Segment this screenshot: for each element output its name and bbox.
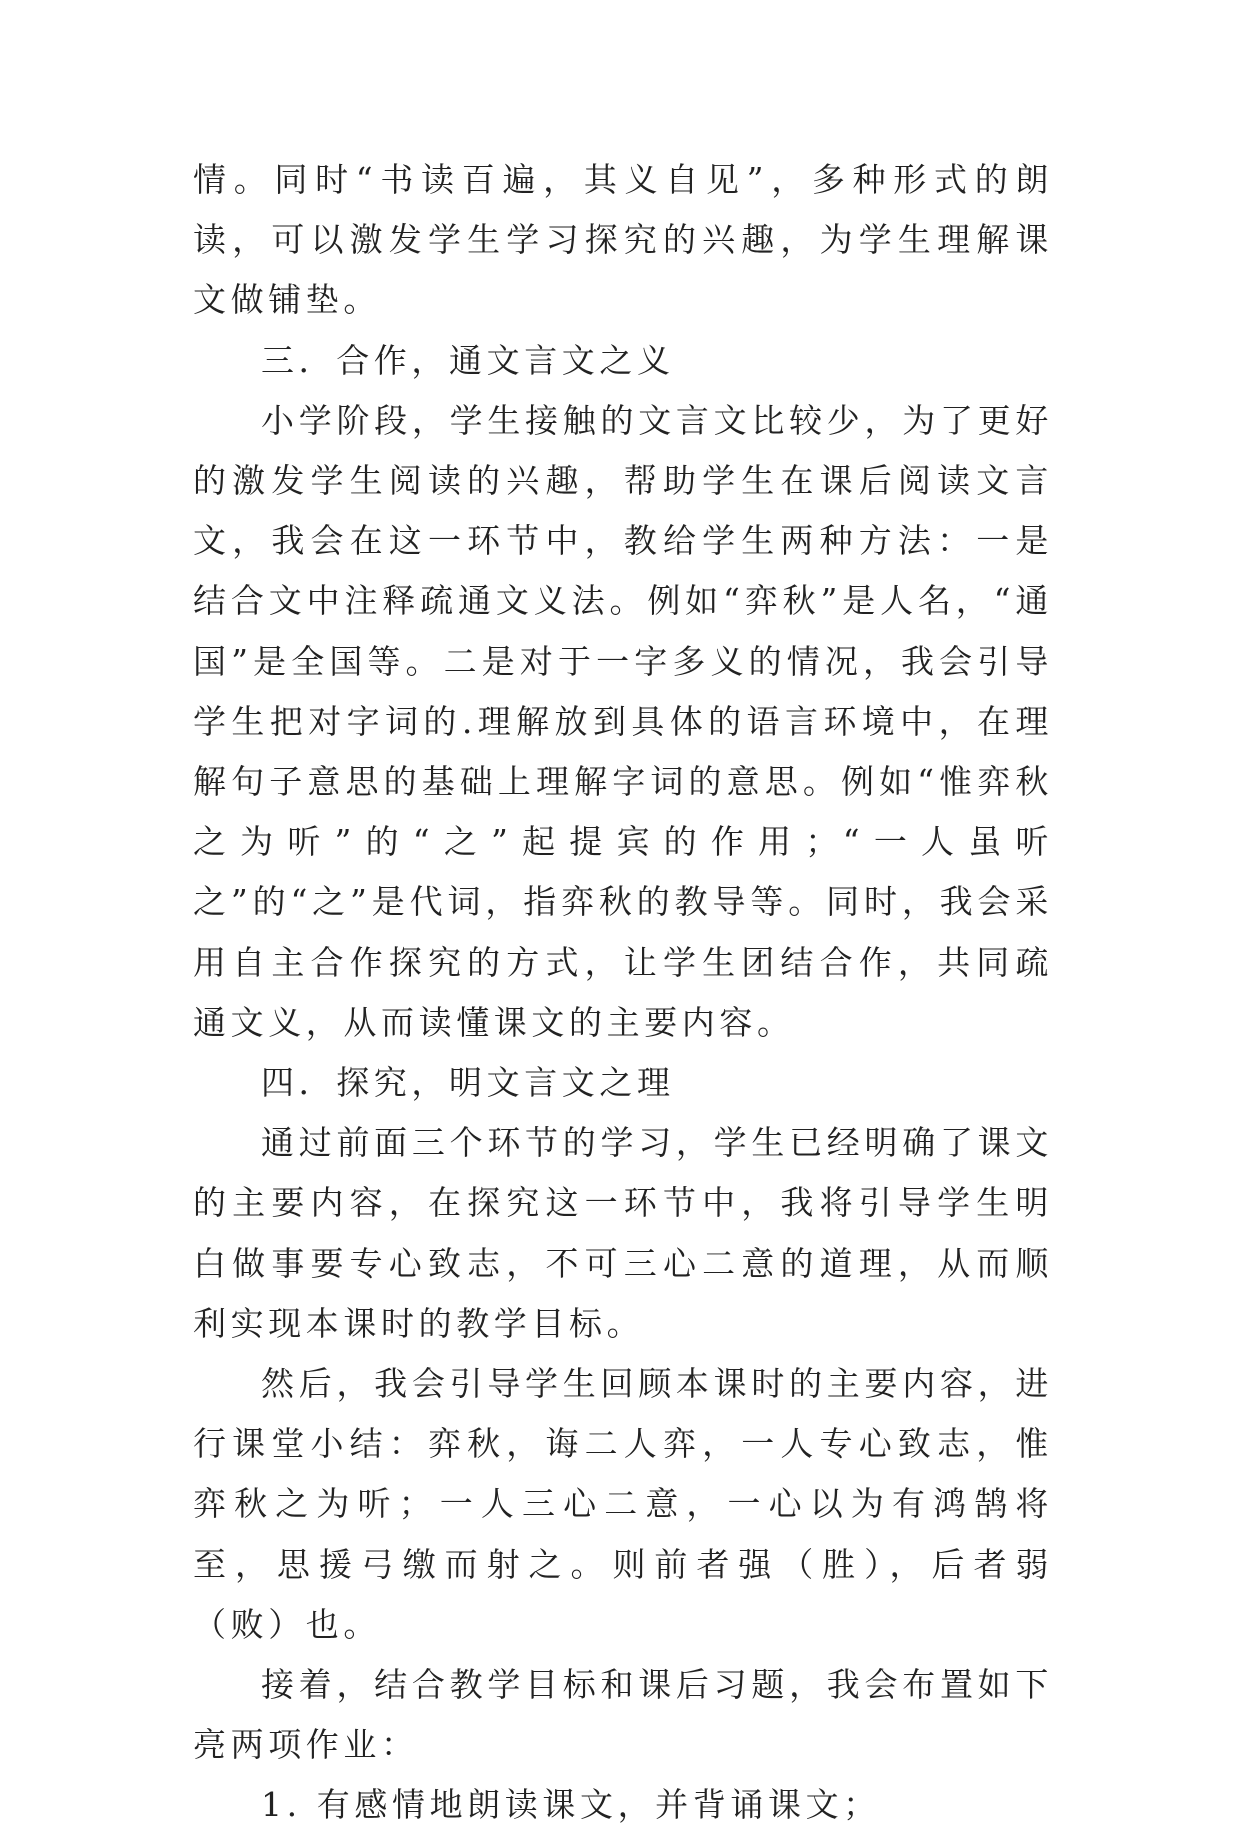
homework-item-1: 1. 有感情地朗读课文，并背诵课文； [261,1785,881,1825]
paragraph-section-4: 通过前面三个环节的学习，学生已经明确了课文的主要内容，在探究这一环节中，我将引导学生明白做事要专心致志，不可三心二意的道理，从而顺利实现本课时的教学目标。 [193,1123,1053,1343]
section-heading-3: 三．合作，通文言文之义 [261,340,675,380]
paragraph-section-3: 小学阶段，学生接触的文言文比较少，为了更好的激发学生阅读的兴趣，帮助学生在课后阅读文言文，我会在这一环节中，教给学生两种方法：一是结合文中注释疏通文义法。例如“弈秋”是人名，“通国”是全国等。二是对于一字多义的情况，我会引导学生把对字词的.理解放到具体的语言环境中，在理解句子意思的基础上理解字词的意思。例如“惟弈秋之为听”的“之”起提宾的作用；“一人虽听之”的“之”是代词，指弈秋的教导等。同时，我会采用自主合作探究的方式，让学生团结合作，共同疏通文义，从而读懂课文的主要内容。 [193,400,1053,1042]
paragraph-summary: 然后，我会引导学生回顾本课时的主要内容，进行课堂小结：弈秋，诲二人弈，一人专心致志，惟弈秋之为听；一人三心二意，一心以为有鸿鹄将至，思援弓缴而射之。则前者强（胜），后者弱（败）也。 [193,1364,1053,1644]
paragraph-homework-intro: 接着，结合教学目标和课后习题，我会布置如下亮两项作业： [193,1665,1053,1765]
document-body [193,150,1053,1836]
section-heading-4: 四．探究，明文言文之理 [261,1063,675,1103]
paragraph-continuation: 情。同时“书读百遍，其义自见”，多种形式的朗读，可以激发学生学习探究的兴趣，为学生理解课文做铺垫。 [193,160,1053,320]
